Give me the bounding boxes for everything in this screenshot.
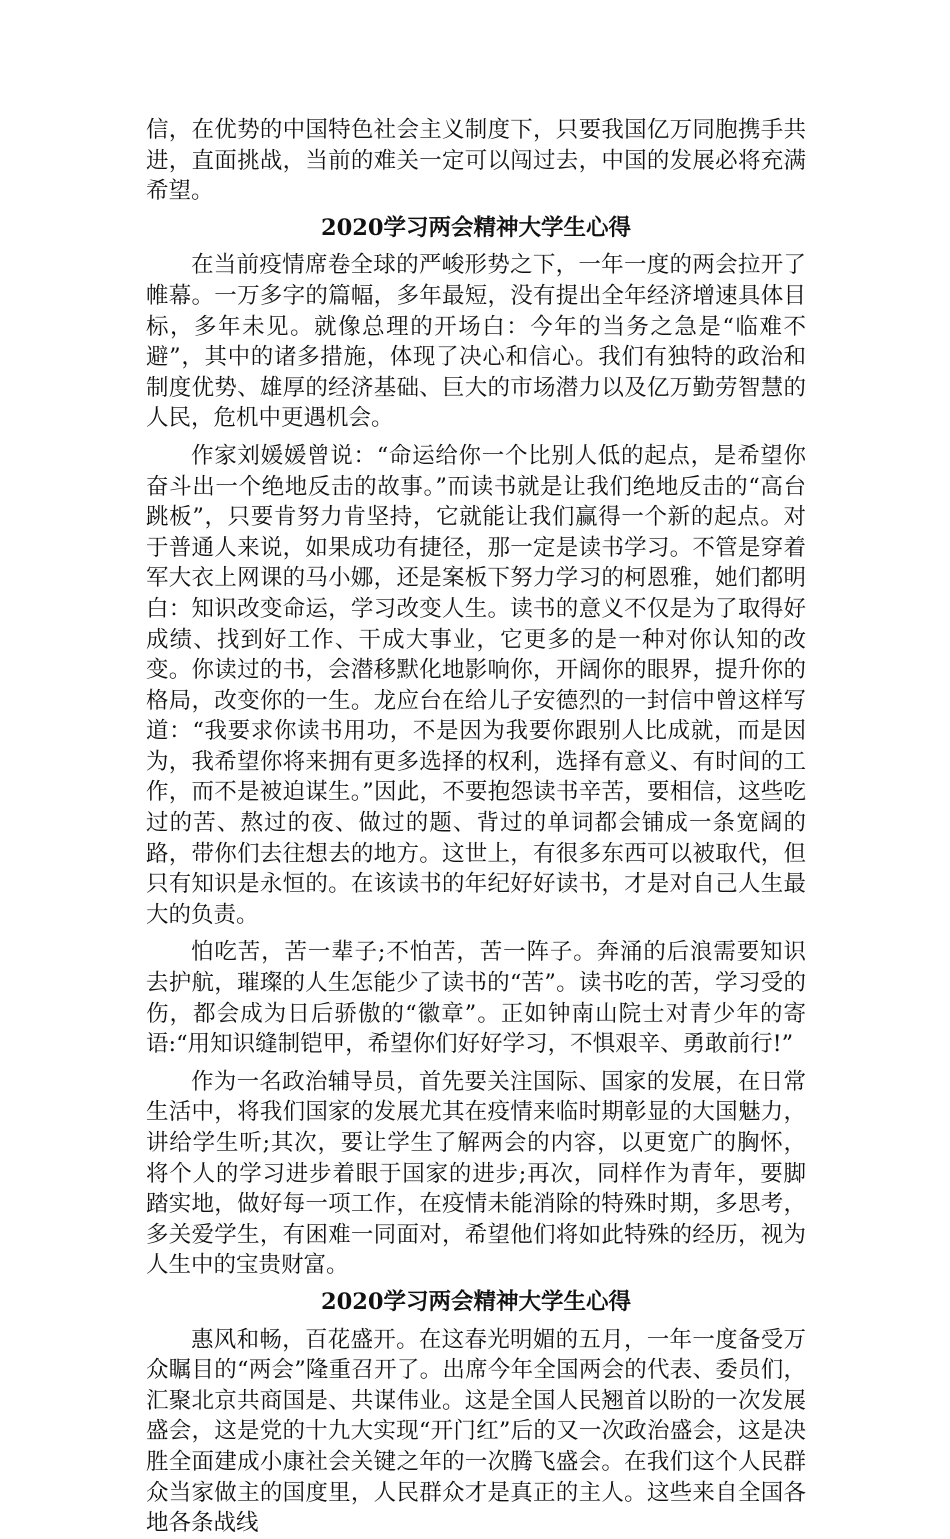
continued-paragraph: 信，在优势的中国特色社会主义制度下，只要我国亿万同胞携手共进，直面挑战，当前的难关一定可以闯过去，中国的发展必将充满希望。 [146,117,806,205]
section-heading-2: 2020学习两会精神大学生心得 [320,1288,632,1315]
body-paragraph: 惠风和畅，百花盛开。在这春光明媚的五月，一年一度备受万众瞩目的“两会”隆重召开了。出席今年全国两会的代表、委员们，汇聚北京共商国是、共谋伟业。这是全国人民翘首以盼的一次发展盛会，这是党的十九大实现“开门红”后的又一次政治盛会，这是决胜全面建成小康社会关键之年的一次腾飞盛会。在我们这个人民群众当家做主的国度里，人民群众才是真正的主人。这些来自全国各地各条战线 [146,1326,806,1537]
body-paragraph: 作家刘媛媛曾说：“命运给你一个比别人低的起点，是希望你奋斗出一个绝地反击的故事。”而读书就是让我们绝地反击的“高台跳板”，只要肯努力肯坚持，它就能让我们赢得一个新的起点。对于普通人来说，如果成功有捷径，那一定是读书学习。不管是穿着军大衣上网课的马小娜，还是案板下努力学习的柯恩雅，她们都明白：知识改变命运，学习改变人生。读书的意义不仅是为了取得好成绩、找到好工作、干成大事业，它更多的是一种对你认知的改变。你读过的书，会潜移默化地影响你，开阔你的眼界，提升你的格局，改变你的一生。龙应台在给儿子安德烈的一封信中曾这样写道：“我要求你读书用功，不是因为我要你跟别人比成就，而是因为，我希望你将来拥有更多选择的权利，选择有意义、有时间的工作，而不是被迫谋生。”因此，不要抱怨读书辛苦，要相信，这些吃过的苦、熬过的夜、做过的题、背过的单词都会铺成一条宽阔的路，带你们去往想去的地方。这世上，有很多东西可以被取代，但只有知识是永恒的。在该读书的年纪好好读书，才是对自己人生最大的负责。 [146,442,806,928]
body-paragraph: 作为一名政治辅导员，首先要关注国际、国家的发展，在日常生活中，将我们国家的发展尤其在疫情来临时期彰显的大国魅力，讲给学生听;其次，要让学生了解两会的内容，以更宽广的胸怀，将个人的学习进步着眼于国家的进步;再次，同样作为青年，要脚踏实地，做好每一项工作，在疫情未能消除的特殊时期，多思考，多关爱学生，有困难一同面对，希望他们将如此特殊的经历，视为人生中的宝贵财富。 [146,1068,806,1279]
body-paragraph: 在当前疫情席卷全球的严峻形势之下，一年一度的两会拉开了帷幕。一万多字的篇幅，多年最短，没有提出全年经济增速具体目标，多年未见。就像总理的开场白：今年的当务之急是“临难不避”，其中的诸多措施，体现了决心和信心。我们有独特的政治和制度优势、雄厚的经济基础、巨大的市场潜力以及亿万勤劳智慧的人民，危机中更遇机会。 [146,252,806,432]
document-page [146,115,806,1539]
body-paragraph: 怕吃苦，苦一辈子;不怕苦，苦一阵子。奔涌的后浪需要知识去护航，璀璨的人生怎能少了读书的“苦”。读书吃的苦，学习受的伤，都会成为日后骄傲的“徽章”。正如钟南山院士对青少年的寄语:“用知识缝制铠甲，希望你们好好学习，不惧艰辛、勇敢前行!” [146,939,806,1058]
section-heading-1: 2020学习两会精神大学生心得 [320,214,632,241]
